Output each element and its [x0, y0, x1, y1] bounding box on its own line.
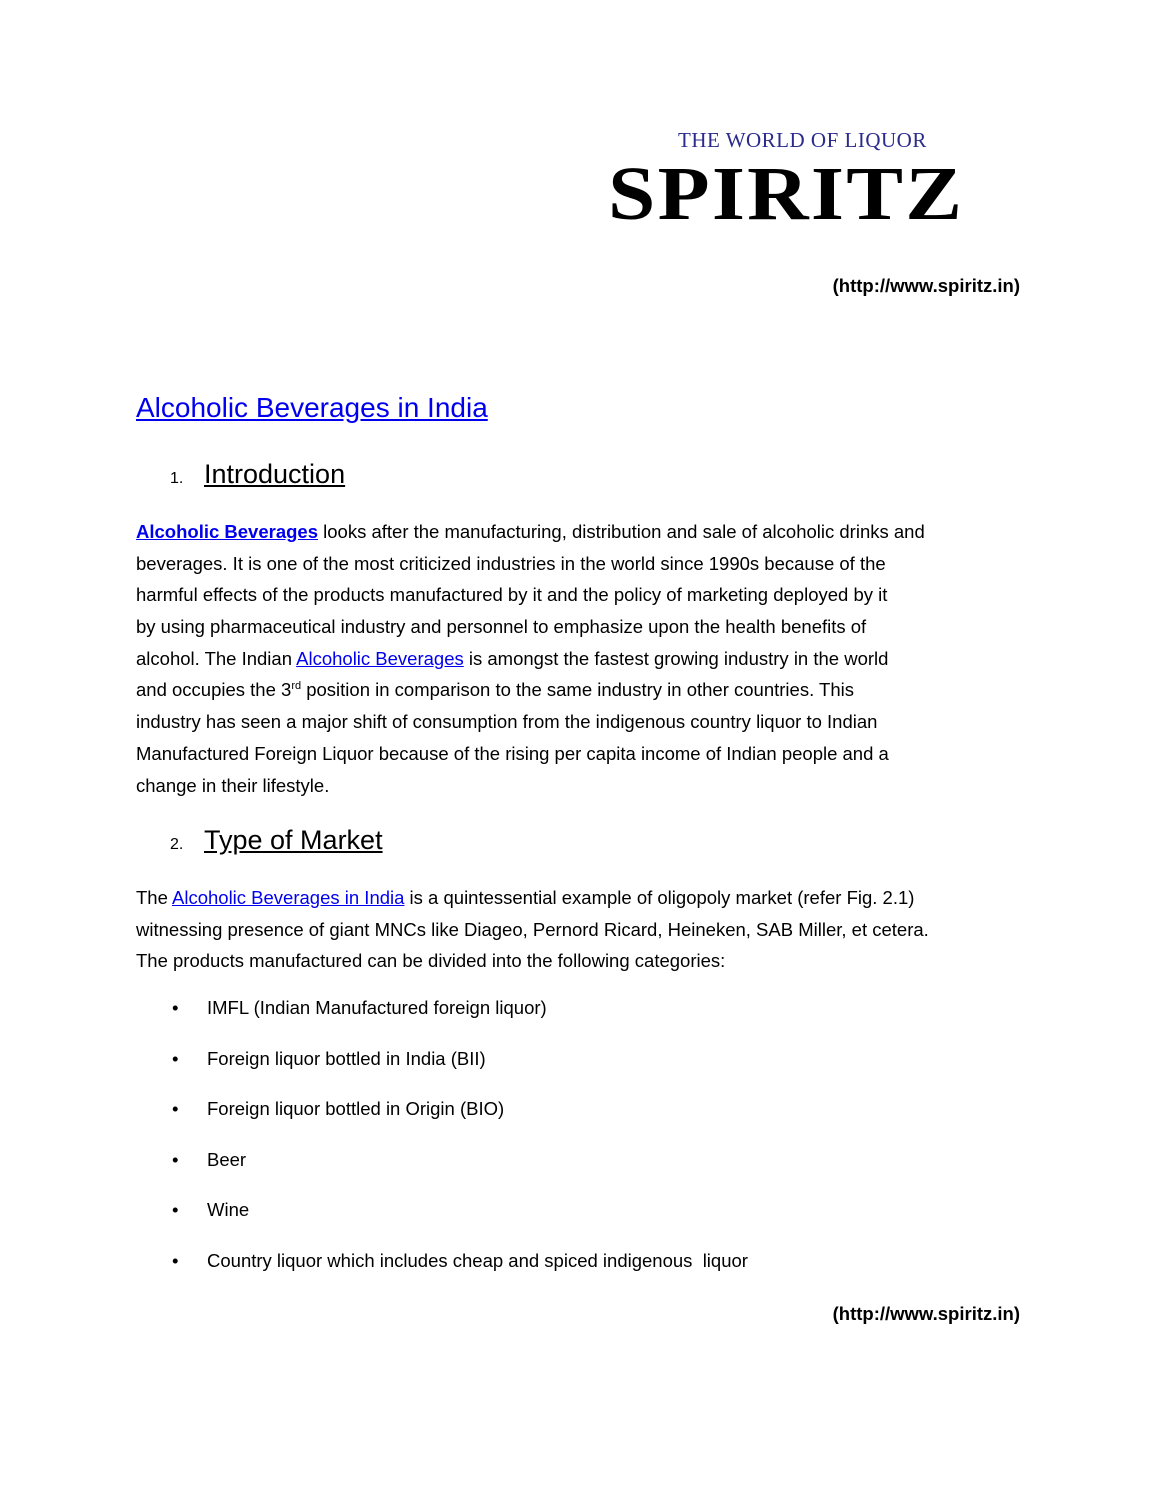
bullet-icon: • [172, 1249, 179, 1271]
text: beverages. It is one of the most criticized industries in the world since 1990s because of the [136, 552, 886, 574]
superscript: rd [291, 680, 302, 693]
list-item [172, 1048, 748, 1099]
alcoholic-beverages-link[interactable]: Alcoholic Beverages [136, 521, 318, 542]
logo-name: SPIRITZ [608, 152, 965, 236]
bullet-icon: • [172, 1148, 179, 1170]
text: and occupies the 3 [136, 679, 292, 701]
bullet-icon: • [172, 1199, 179, 1221]
text: is a quintessential example of oligopoly market (refer Fig. 2.1) [404, 887, 915, 908]
alcoholic-beverages-india-link[interactable]: Alcoholic Beverages in India [172, 887, 405, 908]
list-item-text: IMFL (Indian Manufactured foreign liquor) [207, 997, 547, 1018]
list-item [172, 1250, 748, 1301]
list-item-text: Country liquor which includes cheap and spiced indigenous liquor [207, 1249, 748, 1271]
spiritz-logo [606, 128, 1006, 238]
section-number: 2. [170, 836, 184, 853]
text: position in comparison to the same industry in other countries. This [301, 679, 854, 701]
list-item-text: Wine [207, 1199, 250, 1221]
bullet-icon: • [172, 997, 179, 1018]
text: looks after the manufacturing, distribution and sale of alcoholic drinks and [318, 521, 925, 542]
list-item [172, 1199, 748, 1250]
text: alcohol. The Indian [136, 647, 297, 669]
categories-list [172, 997, 748, 1301]
intro-paragraph [136, 516, 925, 801]
list-item [172, 1098, 748, 1149]
list-item-text: Foreign liquor bottled in Origin (BIO) [207, 1098, 505, 1120]
bullet-icon: • [172, 1047, 179, 1069]
section-title: Introduction [204, 459, 346, 489]
alcoholic-beverages-link[interactable]: Alcoholic Beverages [296, 647, 464, 669]
list-item [172, 997, 748, 1048]
market-paragraph [136, 882, 929, 977]
section-heading-type-of-market [170, 825, 383, 856]
header-url: (http://www.spiritz.in) [832, 275, 1020, 296]
logo-tagline: THE WORLD OF LIQUOR [678, 128, 927, 152]
text: by using pharmaceutical industry and personnel to emphasize upon the health benefits of [136, 616, 867, 638]
text: witnessing presence of giant MNCs like Diageo, Pernord Ricard, Heineken, SAB Miller, et cetera. [136, 918, 929, 940]
list-item-text: Beer [207, 1148, 247, 1170]
text: harmful effects of the products manufactured by it and the policy of marketing deployed by it [136, 584, 888, 606]
text: change in their lifestyle. [136, 774, 330, 796]
text: is amongst the fastest growing industry in the world [463, 647, 889, 669]
text: Manufactured Foreign Liquor because of the rising per capita income of Indian people and a [136, 742, 889, 764]
section-number: 1. [170, 470, 184, 487]
footer-url: (http://www.spiritz.in) [832, 1303, 1020, 1324]
document-title-link[interactable]: Alcoholic Beverages in India [136, 392, 488, 423]
bullet-icon: • [172, 1098, 179, 1120]
section-title: Type of Market [204, 825, 383, 855]
text: The [136, 887, 172, 908]
text: industry has seen a major shift of consumption from the indigenous country liquor to Indian [136, 711, 878, 733]
text: The products manufactured can be divided into the following categories: [136, 950, 726, 972]
list-item-text: Foreign liquor bottled in India (BII) [207, 1047, 486, 1069]
section-heading-introduction [170, 459, 345, 490]
list-item [172, 1149, 748, 1200]
